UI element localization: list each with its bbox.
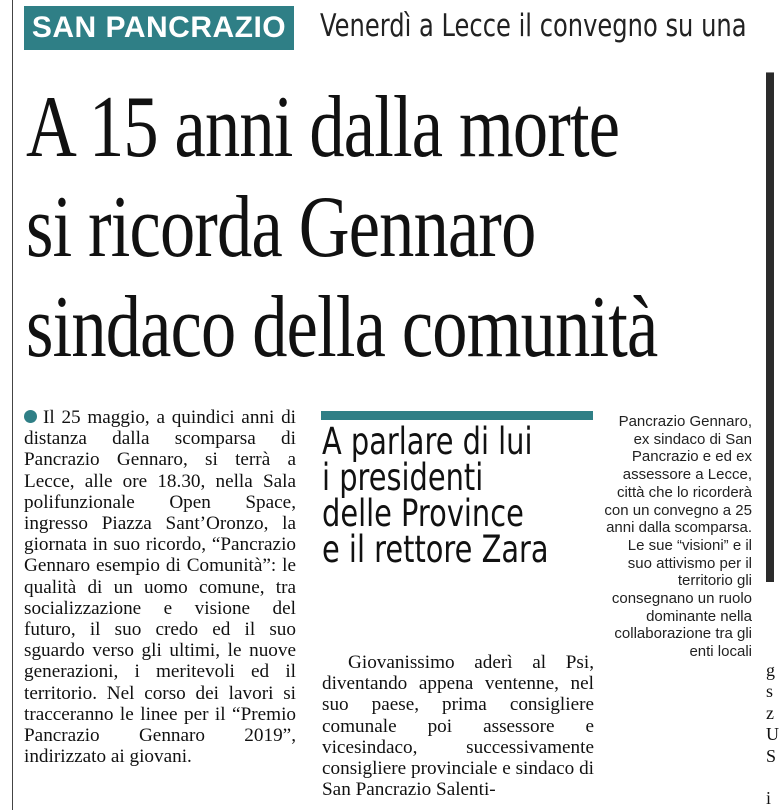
- pullquote-line: delle Province: [322, 492, 524, 535]
- adjacent-column-fragment: [766, 660, 779, 810]
- pullquote-line: e il rettore Zara: [322, 528, 549, 571]
- fragment-line: g: [766, 660, 775, 680]
- fragment-line: s: [766, 681, 774, 702]
- fragment-line: S: [766, 745, 777, 766]
- bullet-icon: [24, 410, 37, 423]
- article-text: Il 25 maggio, a quindici anni di distanza dalla scomparsa di Pancrazio Gennaro, si terrà a Lecce, alle ore 18.30, nella Sala polifunzionale Open Space, ingresso Piazza Sant’Oronzo, la giornata in suo ricordo, “Pancrazio Gennaro esempio di Comunità”: le qualità di un uomo comune, tra socializzazione e visione del futuro, il suo credo ed il suo sguardo verso gli ultimi, le nuove generazioni, i meritevoli ed il territorio. Nel corso dei lavori si tracceranno le linee per il “Premio Pancrazio Gennaro 2019”, indirizzato ai giovani.: [24, 407, 296, 768]
- pullquote-line: i presidenti: [322, 456, 484, 499]
- section-label: SAN PANCRAZIO: [24, 6, 294, 50]
- pullquote: [322, 420, 603, 571]
- article-column-2: Giovanissimo aderì al Psi, diventando appena ventenne, nel suo paese, prima consigliere comunale poi assessore e vicesindaco, successivamente consigliere provinciale e sindaco di San Pancrazio Salenti-: [322, 652, 594, 801]
- headline-line: sindaco della comunità: [26, 279, 658, 376]
- headline-line: A 15 anni dalla morte: [26, 79, 620, 176]
- photo-caption: Pancrazio Gennaro, ex sindaco di San Pancrazio e ed ex assessore a Lecce, città che lo ricorderà con un convegno a 25 anni dalla scomparsa. Le sue “visioni” e il suo attivismo per il territorio gli consegnano un ruolo dominante nella collaborazione tra gli enti locali: [604, 413, 752, 661]
- fragment-line: [766, 767, 776, 788]
- column-rule: [12, 0, 13, 810]
- kicker-headline: Venerdì a Lecce il convegno su una: [320, 8, 747, 44]
- pullquote-line: A parlare di lui: [322, 420, 533, 463]
- fragment-line: z: [766, 702, 774, 723]
- article-body: [24, 407, 296, 767]
- pullquote-bar: [321, 411, 593, 420]
- main-headline: [26, 78, 658, 378]
- fragment-line: i: [766, 788, 772, 809]
- fragment-line: U: [766, 724, 779, 745]
- photo-border: [766, 72, 774, 73]
- photo: [766, 72, 774, 582]
- headline-line: si ricorda Gennaro: [26, 179, 536, 276]
